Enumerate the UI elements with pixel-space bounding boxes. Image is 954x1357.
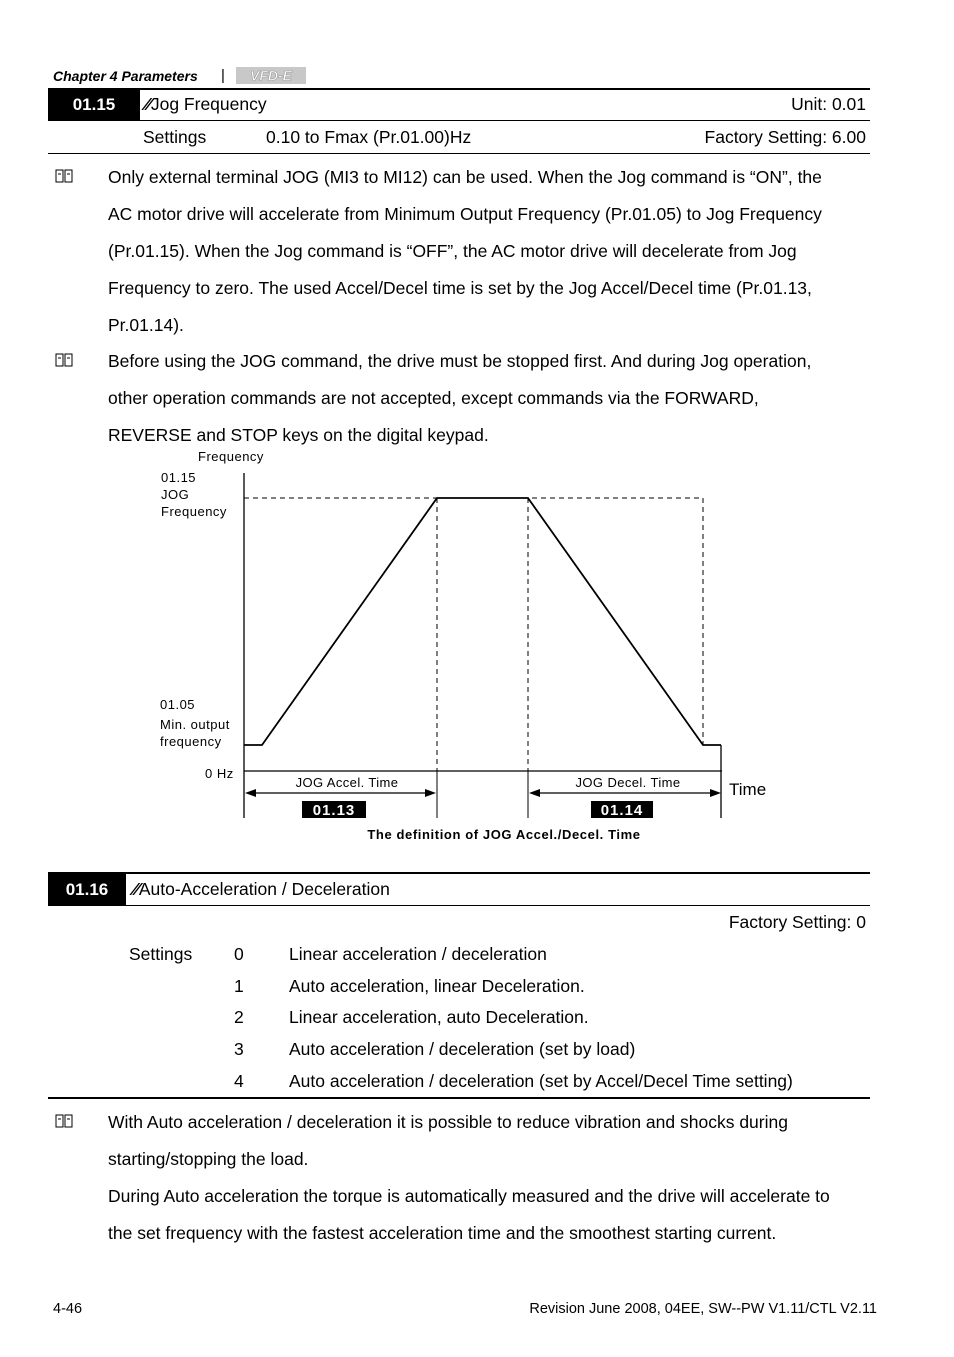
book-icon <box>55 169 73 183</box>
option-label: Auto acceleration / deceleration (set by Accel/Decel Time setting) <box>289 1071 793 1091</box>
option-value: 2 <box>234 1007 244 1027</box>
accel-param: 01.13 <box>312 802 356 819</box>
rule <box>48 1097 870 1099</box>
rule <box>48 872 870 874</box>
param-code-0116: 01.16 <box>48 874 126 905</box>
settings-label-0115: Settings <box>143 127 207 147</box>
book-icon <box>55 1114 73 1128</box>
factory-setting-0115: Factory Setting: 6.00 <box>704 127 866 147</box>
option-value: 1 <box>234 976 244 996</box>
param-title-0116: ∕∕Auto-Acceleration / Deceleration <box>133 879 390 899</box>
param-title-0115: ∕∕Jog Frequency <box>145 94 267 114</box>
rule <box>48 88 870 90</box>
option-value: 3 <box>234 1039 244 1059</box>
settings-range-0115: 0.10 to Fmax (Pr.01.00)Hz <box>266 127 472 147</box>
option-value: 4 <box>234 1071 244 1091</box>
option-label: Linear acceleration, auto Deceleration. <box>289 1007 589 1027</box>
param-code-0115: 01.15 <box>48 89 140 120</box>
guide-lines <box>244 498 703 771</box>
rule <box>48 905 870 906</box>
option-label: Auto acceleration / deceleration (set by load) <box>289 1039 636 1059</box>
rule <box>48 153 870 154</box>
option-value: 0 <box>234 944 244 964</box>
edit-while-running-icon: ∕∕ <box>145 94 151 114</box>
decel-arrow <box>529 789 721 797</box>
note-jog-stopped: Before using the JOG command, the drive must be stopped first. And during Jog operation, other operation commands are not accepted, except commands via the FORWARD, REVERSE and STOP keys on the digital keypad. <box>108 351 812 445</box>
chapter-separator: | <box>221 67 225 84</box>
accel-time-label: JOG Accel. Time <box>295 775 399 790</box>
chapter-title: Chapter 4 Parameters <box>53 68 198 84</box>
jog-chart <box>0 440 954 850</box>
accel-arrow <box>245 789 436 797</box>
y-label-zero: 0 Hz <box>205 766 234 781</box>
note-auto-accel: With Auto acceleration / deceleration it is possible to reduce vibration and shocks during starting/stopping the load. During Auto acceleration the torque is automatically measured and the drive will accelerate to the set frequency with the fastest acceleration time and the smoothest starting current. <box>108 1112 830 1243</box>
chart-caption: The definition of JOG Accel./Decel. Time <box>367 827 641 842</box>
y-label-jog: JOG <box>161 487 190 502</box>
book-icon <box>55 353 73 367</box>
decel-time-label: JOG Decel. Time <box>575 775 681 790</box>
svg-text:VFD-E: VFD-E <box>250 67 292 84</box>
vfd-e-logo <box>236 67 306 84</box>
note-jog-terminal: Only external terminal JOG (MI3 to MI12) can be used. When the Jog command is “ON”, the AC motor drive will accelerate from Minimum Output Frequency (Pr.01.05) to Jog Frequency (Pr.01.15). When the Jog command is “OFF”, the AC motor drive will decelerate from Jog Frequency to zero. The used Accel/Decel time is set by the Jog Accel/Decel time (Pr.01.13, Pr.01.14). <box>108 167 822 335</box>
revision-info: Revision June 2008, 04EE, SW--PW V1.11/CTL V2.11 <box>529 1301 877 1317</box>
option-label: Linear acceleration / deceleration <box>289 944 547 964</box>
y-axis-label: Frequency <box>198 449 264 464</box>
y-label-min-frequency: frequency <box>160 734 222 749</box>
rule <box>48 120 870 121</box>
option-label: Auto acceleration, linear Deceleration. <box>289 976 585 996</box>
y-label-min-output: Min. output <box>160 717 230 732</box>
page-number: 4-46 <box>53 1301 83 1317</box>
frequency-profile <box>244 498 721 745</box>
x-axis-label: Time <box>729 780 767 799</box>
factory-setting-0116: Factory Setting: 0 <box>728 912 866 932</box>
settings-label-0116: Settings <box>129 944 193 964</box>
y-label-jog-frequency: Frequency <box>161 504 227 519</box>
y-label-jog-code: 01.15 <box>161 470 197 485</box>
param-unit-0115: Unit: 0.01 <box>791 94 866 114</box>
edit-while-running-icon: ∕∕ <box>133 879 139 899</box>
decel-param: 01.14 <box>600 802 644 819</box>
y-label-min-code: 01.05 <box>160 697 196 712</box>
